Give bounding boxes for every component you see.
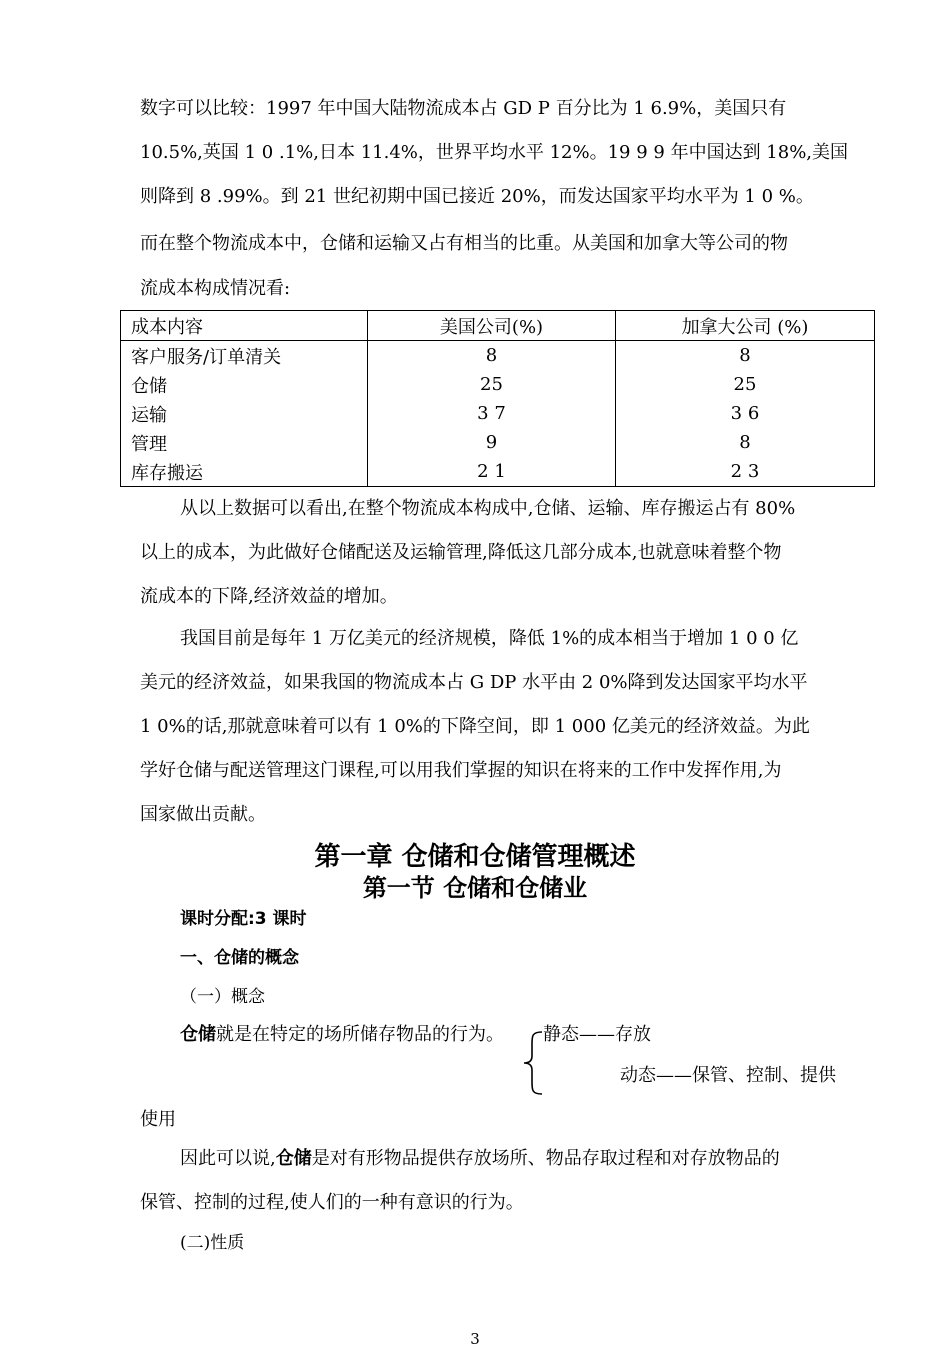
table-row [121, 457, 875, 487]
intro-line-2: 10.5%,英国 1 0 .1%,日本 11.4%，世界平均水平 12%。19 9 9 年中国达到 18%,美国 [140, 142, 849, 163]
para2-line-2: 以上的成本，为此做好仓储配送及运输管理,降低这几部分成本,也就意味着整个物 [140, 542, 782, 563]
summary-line-2: 保管、控制的过程,使人们的一种有意识的行为。 [140, 1192, 524, 1213]
para3-line-2: 美元的经济效益，如果我国的物流成本占 G DP 水平由 2 0%降到发达国家平均水平 [140, 672, 808, 693]
table-cell: 25 [616, 370, 875, 399]
subheading-nature: (二)性质 [180, 1233, 245, 1253]
table-cell: 客户服务/订单清关 [121, 341, 368, 371]
definition-text: 就是在特定的场所储存物品的行为。 [216, 1024, 504, 1045]
intro-line-4: 而在整个物流成本中，仓储和运输又占有相当的比重。从美国和加拿大等公司的物 [140, 233, 788, 254]
term-warehousing-2: 仓储 [275, 1148, 312, 1169]
heading-concept: 一、仓储的概念 [180, 948, 299, 968]
summary-line-1 [180, 1144, 780, 1170]
table-header-cell: 美国公司(%) [368, 311, 616, 341]
table-cell: 25 [368, 370, 616, 399]
intro-line-1: 数字可以比较：1997 年中国大陆物流成本占 GD P 百分比为 1 6.9%，美国只有 [140, 98, 787, 119]
definition-static: 静态——存放 [543, 1024, 651, 1045]
table-row [121, 399, 875, 428]
table-header-cell: 成本内容 [121, 311, 368, 341]
table-cell: 9 [368, 428, 616, 457]
curly-brace-icon [520, 1030, 550, 1096]
table-row [121, 428, 875, 457]
term-warehousing: 仓储 [180, 1024, 216, 1045]
definition-dynamic: 动态——保管、控制、提供 [620, 1065, 836, 1086]
table-cell: 8 [616, 428, 875, 457]
intro-line-3: 则降到 8 .99%。到 21 世纪初期中国已接近 20%，而发达国家平均水平为 1 0 %。 [140, 186, 814, 207]
table-cell: 2 1 [368, 457, 616, 487]
para3-line-1: 我国目前是每年 1 万亿美元的经济规模，降低 1%的成本相当于增加 1 0 0 亿 [180, 628, 799, 649]
para3-line-3: 1 0%的话,那就意味着可以有 1 0%的下降空间，即 1 000 亿美元的经济效益。为此 [140, 716, 810, 737]
table-header-row [121, 311, 875, 341]
table-cell: 运输 [121, 399, 368, 428]
intro-line-5: 流成本构成情况看: [140, 278, 291, 299]
page-number: 3 [470, 1330, 480, 1348]
class-hours: 课时分配:3 课时 [180, 909, 307, 929]
para2-line-3: 流成本的下降,经济效益的增加。 [140, 586, 398, 607]
table-cell: 3 7 [368, 399, 616, 428]
table-cell: 仓储 [121, 370, 368, 399]
table-cell: 8 [616, 341, 875, 371]
para3-line-5: 国家做出贡献。 [140, 804, 266, 825]
cost-table [120, 310, 875, 487]
subheading-concept: （一）概念 [180, 987, 265, 1007]
para3-line-4: 学好仓储与配送管理这门课程,可以用我们掌握的知识在将来的工作中发挥作用,为 [140, 760, 782, 781]
table-row [121, 370, 875, 399]
table-cell: 3 6 [616, 399, 875, 428]
table-cell: 2 3 [616, 457, 875, 487]
section-title: 第一节 仓储和仓储业 [362, 874, 588, 902]
table-cell: 库存搬运 [121, 457, 368, 487]
chapter-title: 第一章 仓储和仓储管理概述 [314, 842, 636, 872]
summary-prefix: 因此可以说, [180, 1148, 276, 1169]
definition-line [180, 1020, 504, 1046]
summary-text: 是对有形物品提供存放场所、物品存取过程和对存放物品的 [311, 1148, 780, 1169]
table-row [121, 341, 875, 371]
definition-continued: 使用 [140, 1109, 176, 1130]
table-header-cell: 加拿大公司 (%) [616, 311, 875, 341]
table-cell: 管理 [121, 428, 368, 457]
table-cell: 8 [368, 341, 616, 371]
para2-line-1: 从以上数据可以看出,在整个物流成本构成中,仓储、运输、库存搬运占有 80% [180, 498, 796, 519]
